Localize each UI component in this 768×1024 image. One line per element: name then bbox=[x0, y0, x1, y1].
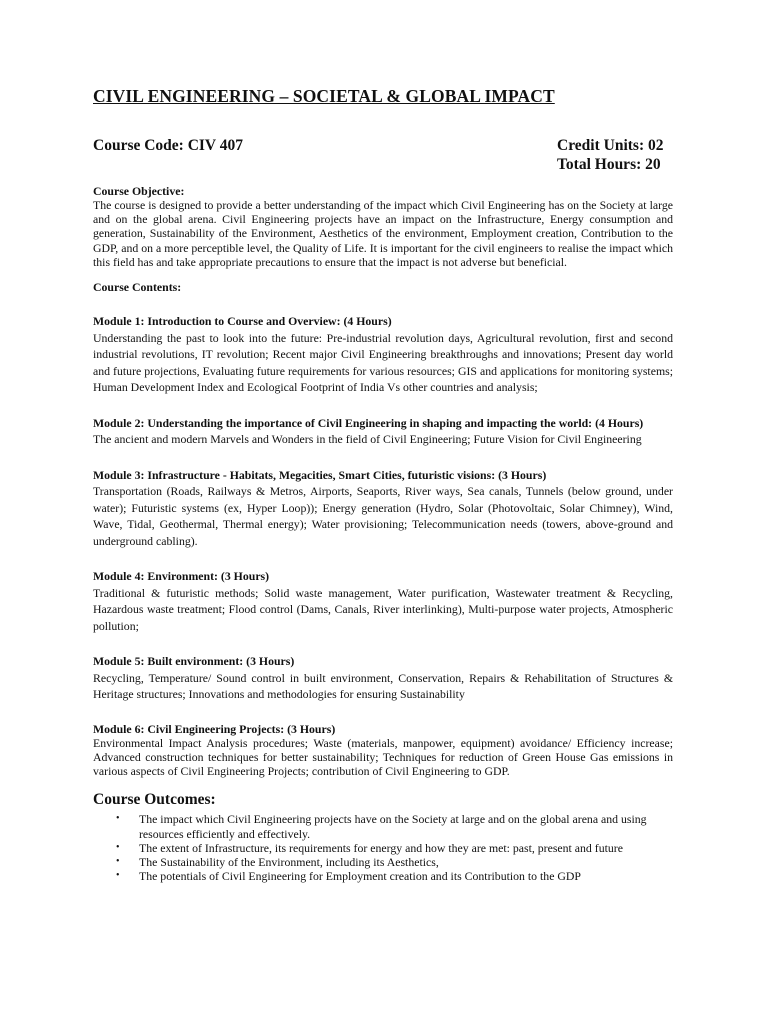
course-objective-section bbox=[93, 184, 673, 269]
outcome-text: The extent of Infrastructure, its requirements for energy and how they are met: past, present and future bbox=[139, 840, 623, 855]
module-2 bbox=[93, 415, 673, 448]
module-body: Understanding the past to look into the future: Pre-industrial revolution days, Agricultural revolution, first and second industrial revolutions, IT revolution; Recent major Civil Engineering breakthroughs and innovations; Present day world and future projections, Evaluating future requirements for various resources; GIS and applications for monitoring systems; Human Development Index and Ecological Footprint of India Vs other countries and analysis; bbox=[93, 330, 673, 395]
bullet-icon: • bbox=[116, 841, 120, 853]
module-1 bbox=[93, 313, 673, 396]
list-item bbox=[93, 841, 673, 855]
course-code: Course Code: CIV 407 bbox=[93, 137, 243, 154]
module-title: Module 2: Understanding the importance of Civil Engineering in shaping and impacting the world: (4 Hours) bbox=[93, 415, 644, 430]
module-6 bbox=[93, 722, 673, 779]
list-item bbox=[93, 855, 673, 869]
outcome-text: The potentials of Civil Engineering for Employment creation and its Contribution to the GDP bbox=[139, 869, 581, 884]
module-title: Module 5: Built environment: (3 Hours) bbox=[93, 654, 295, 669]
bullet-icon: • bbox=[116, 855, 120, 867]
credit-info bbox=[557, 136, 664, 174]
module-5 bbox=[93, 653, 673, 703]
list-item bbox=[93, 869, 673, 883]
module-title: Module 1: Introduction to Course and Overview: (4 Hours) bbox=[93, 314, 392, 329]
module-body: Transportation (Roads, Railways & Metros, Airports, Seaports, River ways, Sea canals, Tunnels (below ground, under water); Futuristic systems (ex, Hyper Loop)); Energy generation (Hydro, Solar (Photovoltaic, Solar Chimney), Wind, Wave, Tidal, Geothermal, Thermal energy); Water provisioning; Telecommunication needs (towers, above-ground and underground cabling). bbox=[93, 484, 673, 548]
bullet-icon: • bbox=[116, 870, 120, 882]
module-4 bbox=[93, 568, 673, 634]
credit-units: Credit Units: 02 bbox=[557, 137, 664, 154]
list-item bbox=[93, 812, 673, 840]
outcomes-heading: Course Outcomes: bbox=[93, 791, 216, 809]
outcome-text: The Sustainability of the Environment, including its Aesthetics, bbox=[139, 854, 439, 869]
module-title: Module 3: Infrastructure - Habitats, Megacities, Smart Cities, futuristic visions: (3 Hours) bbox=[93, 467, 547, 482]
module-body: Traditional & futuristic methods; Solid waste management, Water purification, Wastewater treatment & Recycling, Hazardous waste treatment; Flood control (Dams, Canals, River interlinking), Multi-purpose water projects, Atmospheric pollution; bbox=[93, 585, 673, 633]
outcome-text: The impact which Civil Engineering projects have on the Society at large and on the global arena and using resources efficiently and effectively. bbox=[139, 812, 647, 841]
outcomes-list bbox=[93, 812, 673, 883]
document-title: CIVIL ENGINEERING – SOCIETAL & GLOBAL IMPACT bbox=[93, 86, 555, 106]
objective-heading: Course Objective: bbox=[93, 184, 185, 198]
module-body: Environmental Impact Analysis procedures; Waste (materials, manpower, equipment) avoidance/ Efficiency increase; Advanced construction techniques for better sustainability; Techniques for reduction of Green House Gas emissions in various aspects of Civil Engineering Projects; contribution of Civil Engineering to GDP. bbox=[93, 735, 673, 779]
module-3 bbox=[93, 467, 673, 550]
module-title: Module 4: Environment: (3 Hours) bbox=[93, 569, 270, 584]
module-body: The ancient and modern Marvels and Wonders in the field of Civil Engineering; Future Vision for Civil Engineering bbox=[93, 432, 642, 447]
contents-heading: Course Contents: bbox=[93, 280, 182, 295]
bullet-icon: • bbox=[116, 813, 120, 825]
course-info-row bbox=[93, 136, 673, 174]
document-page bbox=[93, 84, 673, 883]
module-body: Recycling, Temperature/ Sound control in built environment, Conservation, Repairs & Rehabilitation of Structures & Heritage structures; Innovations and methodologies for ensuring Sustainability bbox=[93, 670, 673, 702]
module-title: Module 6: Civil Engineering Projects: (3 Hours) bbox=[93, 721, 336, 736]
total-hours: Total Hours: 20 bbox=[557, 156, 661, 173]
course-outcomes-section bbox=[93, 790, 673, 883]
objective-text: The course is designed to provide a better understanding of the impact which Civil Engineering has on the Society at large and on the global arena. Civil Engineering projects have an impact on the Infrastructure, Energy consumption and generation, Sustainability of the Environment, Aesthetics of the environment, Employment creation, Contribution to the GDP, and on a more perceptible level, the Quality of Life. It is important for the civil engineers to realise the impact which this field has and take appropriate precautions to ensure that the impact is not adverse but beneficial. bbox=[93, 198, 673, 269]
